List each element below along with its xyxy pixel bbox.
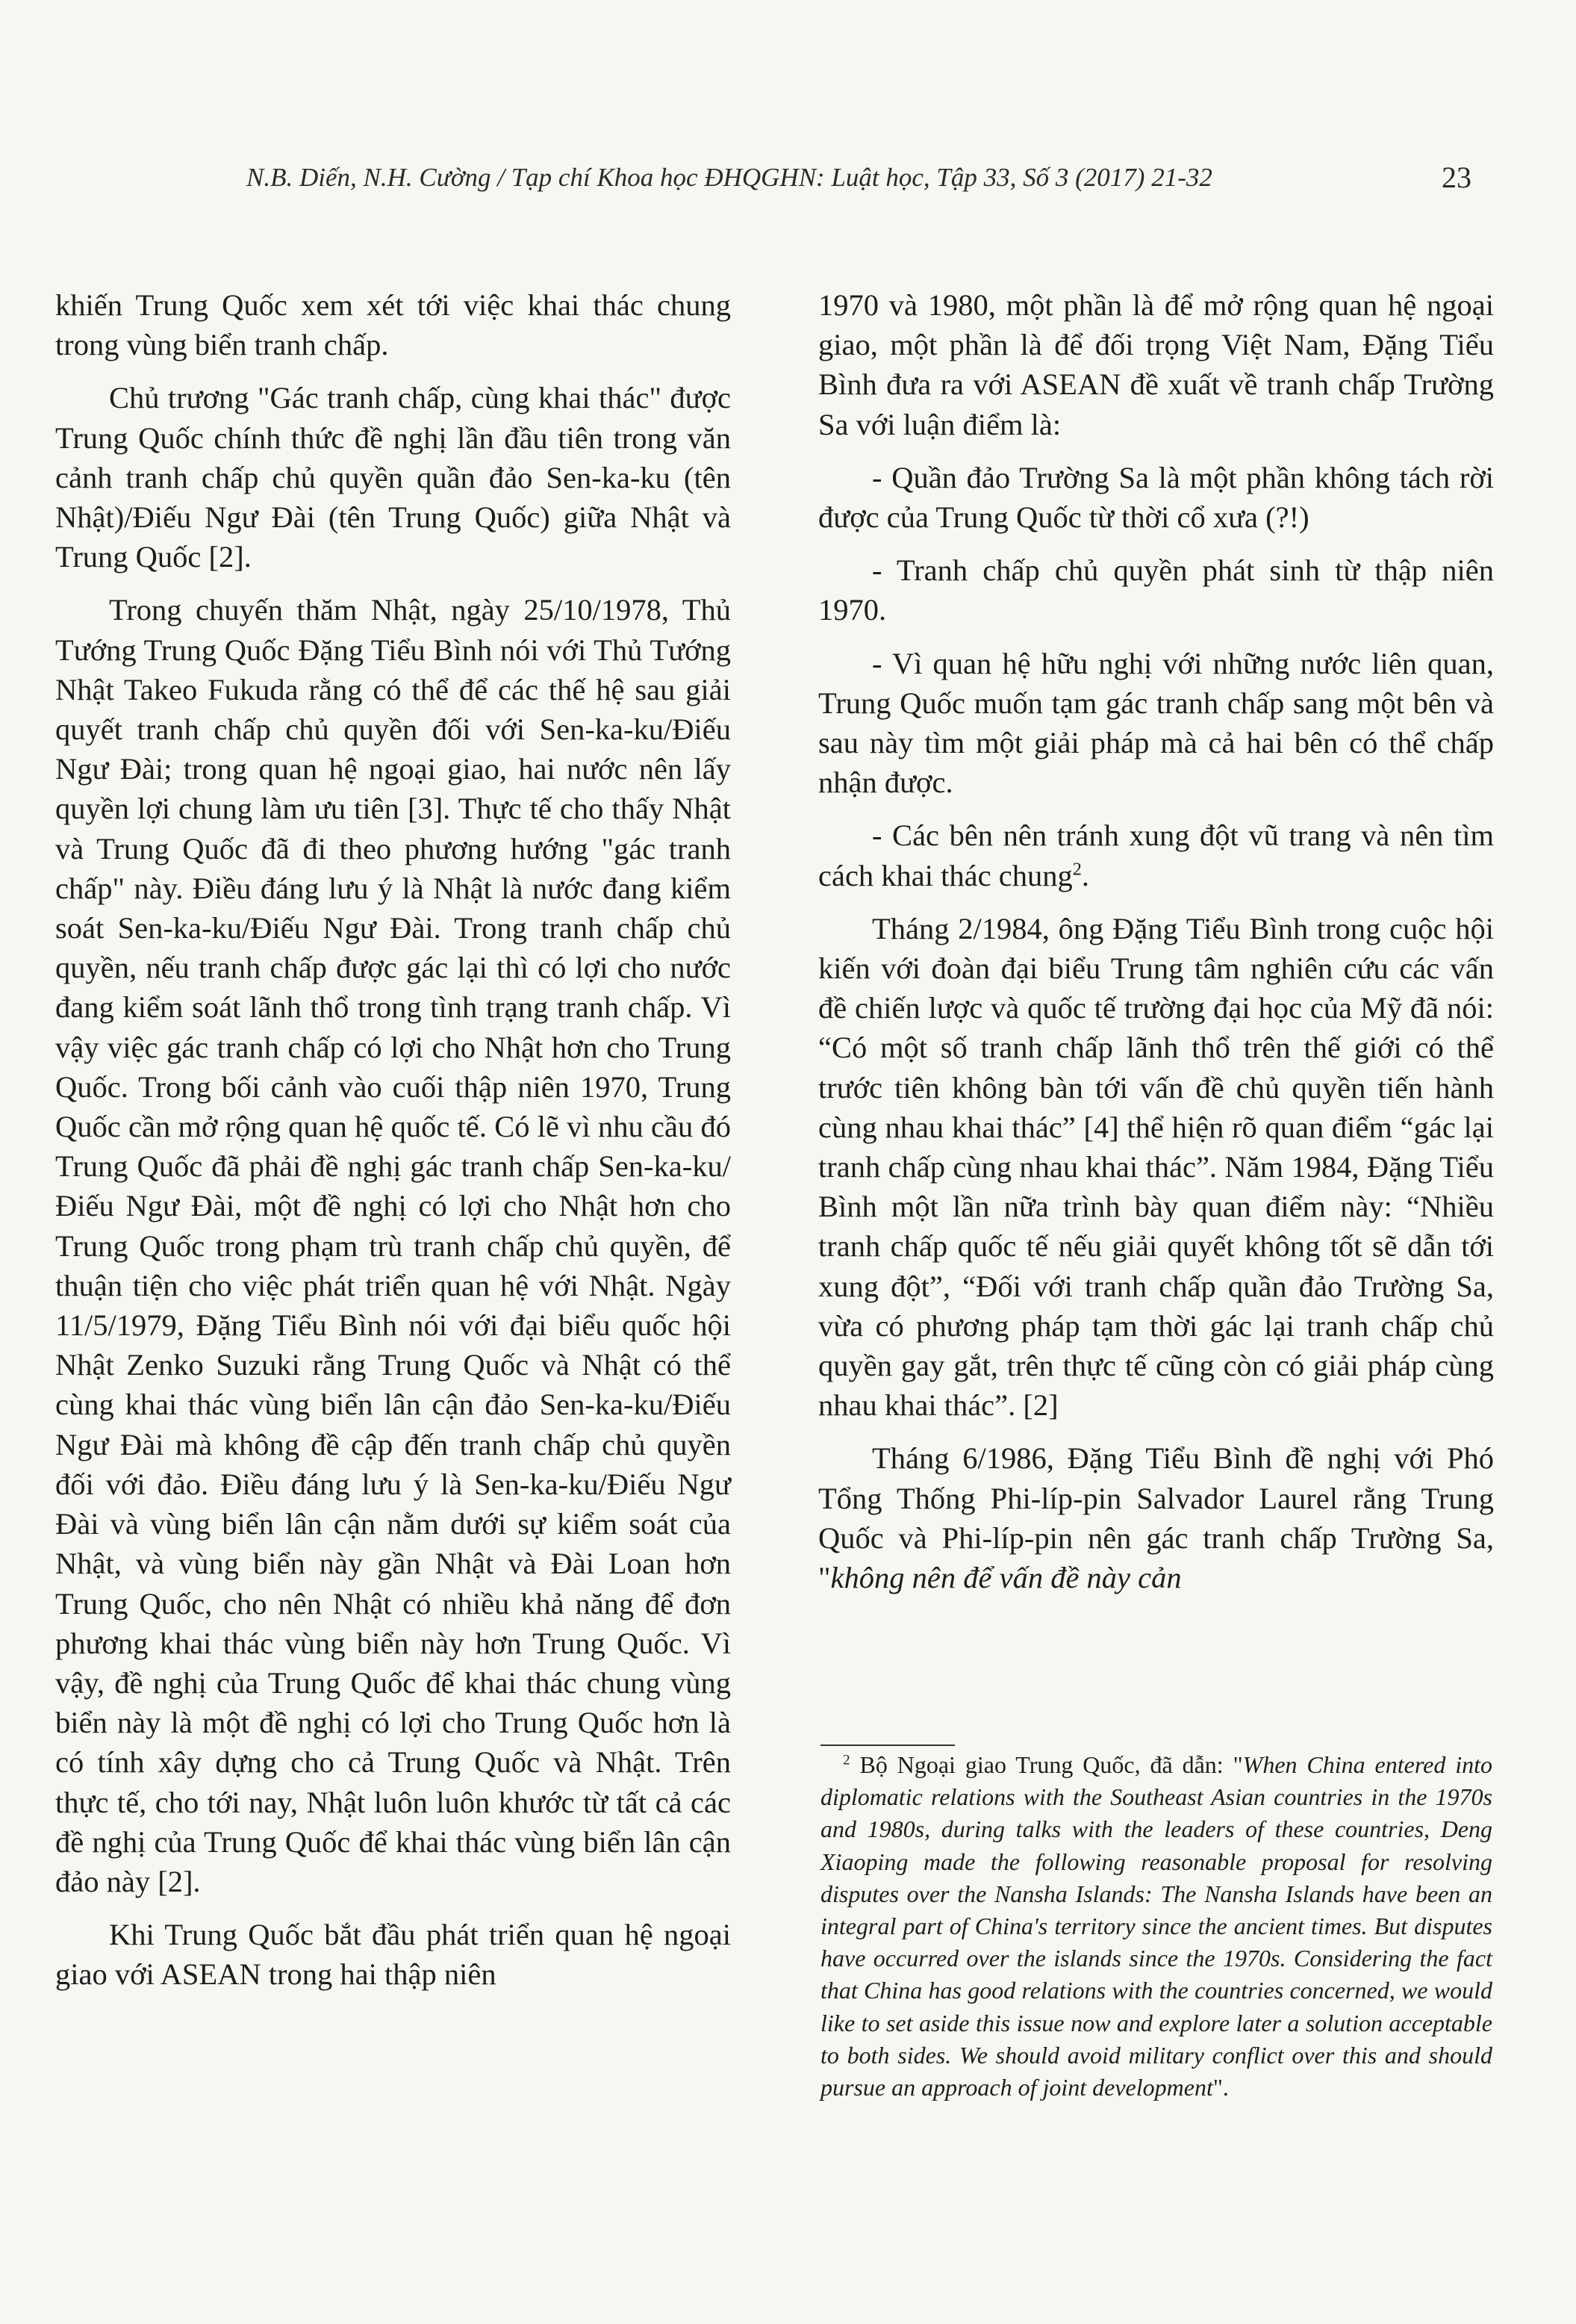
right-column <box>818 285 1494 1611</box>
paragraph: Khi Trung Quốc bắt đầu phát triển quan hệ ngoại giao với ASEAN trong hai thập niên <box>55 1918 731 1992</box>
footnote <box>820 1749 1492 2104</box>
bullet-item <box>818 815 1494 895</box>
running-header <box>149 163 1471 208</box>
paragraph-italic: không nên để vấn đề này cản <box>830 1561 1182 1595</box>
footnote-ref[interactable]: 2 <box>1072 859 1082 880</box>
paragraph-text: Tháng 6/1986, Đặng Tiểu Bình đề nghị với Phó Tổng Thống Phi-líp-pin Salvador Laurel rằng Trung Quốc và Phi-líp-pin nên gác tranh chấp Trường Sa, " <box>818 1441 1494 1595</box>
paragraph: Chủ trương "Gác tranh chấp, cùng khai thác" được Trung Quốc chính thức đề nghị lần đầu tiên trong văn cảnh tranh chấp chủ quyền quần đảo Sen-ka-ku (tên Nhật)/Điếu Ngư Đài (tên Trung Quốc) giữa Nhật và Trung Quốc [2]. <box>55 381 731 574</box>
footnote-rule <box>820 1744 955 1746</box>
paragraph: 1970 và 1980, một phần là để mở rộng quan hệ ngoại giao, một phần là để đối trọng Việt Nam, Đặng Tiểu Bình đưa ra với ASEAN đề xuất về tranh chấp Trường Sa với luận điểm là: <box>818 288 1494 441</box>
bullet-item: - Vì quan hệ hữu nghị với những nước liên quan, Trung Quốc muốn tạm gác tranh chấp sang một bên và sau này tìm một giải pháp mà cả hai bên có thể chấp nhận được. <box>818 646 1494 800</box>
bullet-end: . <box>1081 858 1089 892</box>
footnote-intro: Bộ Ngoại giao Trung Quốc, đã dẫn: " <box>859 1751 1243 1778</box>
paragraph: khiến Trung Quốc xem xét tới việc khai thác chung trong vùng biển tranh chấp. <box>55 288 731 362</box>
footnote-quote: When China entered into diplomatic relations with the Southeast Asian countries in the 1970s and 1980s, during talks with the leaders of these countries, Deng Xiaoping made the following reasonable proposal for resolving disputes over the Nansha Islands: The Nansha Islands have been an integral part of China's territory since the ancient times. But disputes have occurred over the islands since the 1970s. Considering the fact that China has good relations with the countries concerned, we would like to set aside this issue now and explore later a solution acceptable to both sides. We should avoid military conflict over this and should pursue an approach of joint development <box>820 1751 1493 2101</box>
page-number: 23 <box>1442 161 1471 194</box>
footnote-mark: 2 <box>843 1752 850 1768</box>
paragraph: Trong chuyến thăm Nhật, ngày 25/10/1978, Thủ Tướng Trung Quốc Đặng Tiểu Bình nói với Thủ Tướng Nhật Takeo Fukuda rằng có thể để các thế hệ sau giải quyết tranh chấp chủ quyền đối với Sen-ka-ku/Điếu Ngư Đài; trong quan hệ ngoại giao, hai nước nên lấy quyền lợi chung làm ưu tiên [3]. Thực tế cho thấy Nhật và Trung Quốc đã đi theo phương hướng "gác tranh chấp" này. Điều đáng lưu ý là Nhật là nước đang kiểm soát Sen-ka-ku/Điếu Ngư Đài. Trong tranh chấp chủ quyền, nếu tranh chấp được gác lại thì có lợi cho nước đang kiểm soát lãnh thổ trong tình trạng tranh chấp. Vì vậy việc gác tranh chấp có lợi cho Nhật hơn cho Trung Quốc. Trong bối cảnh vào cuối thập niên 1970, Trung Quốc cần mở rộng quan hệ quốc tế. Có lẽ vì nhu cầu đó Trung Quốc đã phải đề nghị gác tranh chấp Sen-ka-ku/Điếu Ngư Đài, một đề nghị có lợi cho Nhật hơn cho Trung Quốc trong phạm trù tranh chấp chủ quyền, để thuận tiện cho việc phát triển quan hệ với Nhật. Ngày 11/5/1979, Đặng Tiểu Bình nói với đại biểu quốc hội Nhật Zenko Suzuki rằng Trung Quốc và Nhật có thể cùng khai thác vùng biển lân cận đảo Sen-ka-ku/Điếu Ngư Đài mà không đề cập đến tranh chấp chủ quyền đối với đảo. Điều đáng lưu ý là Sen-ka-ku/Điếu Ngư Đài và vùng biển lân cận nằm dưới sự kiểm soát của Nhật, và vùng biển này gần Nhật và Đài Loan hơn Trung Quốc, cho nên Nhật có nhiều khả năng để đơn phương khai thác vùng biển này hơn Trung Quốc. Vì vậy, đề nghị của Trung Quốc để khai thác chung vùng biển này là một đề nghị có lợi cho Trung Quốc hơn là có tính xây dựng cho cả Trung Quốc và Nhật. Trên thực tế, cho tới nay, Nhật luôn luôn khước từ tất cả các đề nghị của Trung Quốc để khai thác vùng biển lân cận đảo này [2]. <box>55 593 731 1898</box>
paragraph <box>818 1438 1494 1597</box>
bullet-item: - Quần đảo Trường Sa là một phần không tách rời được của Trung Quốc từ thời cổ xưa (?!) <box>818 460 1494 535</box>
paragraph: Tháng 2/1984, ông Đặng Tiểu Bình trong cuộc hội kiến với đoàn đại biểu Trung tâm nghiên cứu các vấn đề chiến lược và quốc tế trường đại học của Mỹ đã nói: “Có một số tranh chấp lãnh thổ trên thế giới có thể trước tiên không bàn tới vấn đề chủ quyền tiến hành cùng nhau khai thác” [4] thể hiện rõ quan điểm “gác lại tranh chấp cùng nhau khai thác”. Năm 1984, Đặng Tiểu Bình một lần nữa trình bày quan điểm này: “Nhiều tranh chấp quốc tế nếu giải quyết không tốt sẽ dẫn tới xung đột”, “Đối với tranh chấp quần đảo Trường Sa, vừa có phương pháp tạm thời gác lại tranh chấp chủ quyền gay gắt, trên thực tế cũng còn có giải pháp cùng nhau khai thác”. [2] <box>818 911 1494 1423</box>
running-title: N.B. Diến, N.H. Cường / Tạp chí Khoa học ĐHQGHN: Luật học, Tập 33, Số 3 (2017) 21-32 <box>246 163 1212 192</box>
left-column <box>55 285 731 2008</box>
bullet-text: - Các bên nên tránh xung đột vũ trang và nên tìm cách khai thác chung <box>818 818 1494 892</box>
bullet-item: - Tranh chấp chủ quyền phát sinh từ thập niên 1970. <box>818 553 1494 627</box>
footnote-end: ". <box>1212 2074 1229 2101</box>
